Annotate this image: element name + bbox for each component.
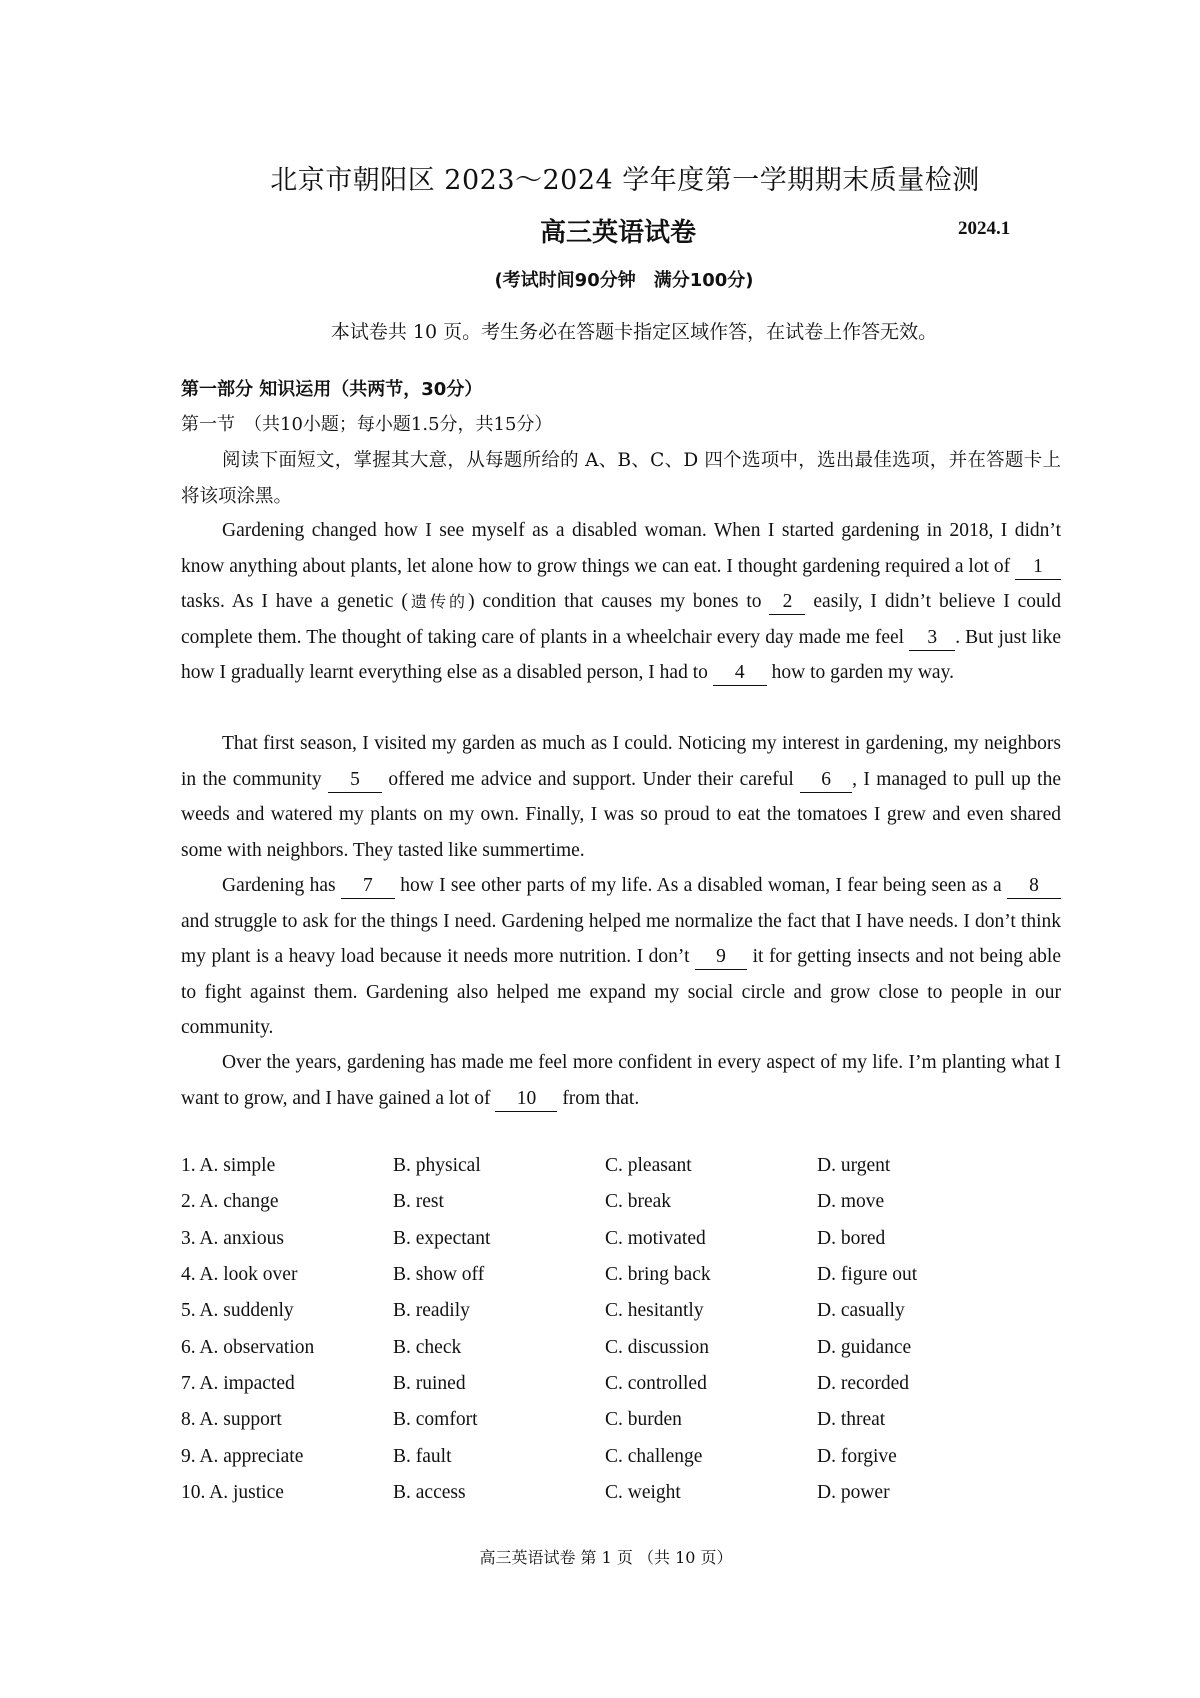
option-choice: B. show off — [393, 1264, 485, 1286]
option-row — [181, 1148, 1061, 1184]
passage-text: tasks. As I have a genetic ( — [181, 591, 408, 612]
option-choice: 9. A. appreciate — [181, 1445, 304, 1467]
blank-7: 7 — [341, 874, 395, 899]
option-row — [181, 1184, 1061, 1220]
option-choice: 6. A. observation — [181, 1336, 315, 1358]
blank-2: 2 — [769, 590, 805, 615]
blank-5: 5 — [328, 768, 382, 793]
option-row — [181, 1221, 1061, 1257]
passage-text: , I managed to pull up the weeds and watered my plants on my own. Finally, I was so proud to eat the tomatoes I grew and even shared some with neighbors. They tasted like summertime. — [181, 768, 1062, 861]
blank-3: 3 — [909, 626, 955, 651]
option-choice: D. recorded — [817, 1372, 910, 1394]
option-row — [181, 1293, 1061, 1329]
passage-text: how to garden my way. — [766, 662, 954, 683]
option-choice: C. break — [605, 1191, 672, 1213]
option-choice: C. controlled — [605, 1372, 707, 1394]
instructions — [181, 443, 1061, 514]
option-choice: D. threat — [817, 1409, 886, 1431]
option-choice: C. hesitantly — [605, 1300, 704, 1322]
blank-6: 6 — [800, 768, 852, 793]
option-choice: C. motivated — [605, 1227, 706, 1249]
option-choice: B. readily — [393, 1300, 470, 1322]
option-choice: B. ruined — [393, 1372, 466, 1394]
option-choice: C. challenge — [605, 1445, 703, 1467]
option-choice: C. weight — [605, 1481, 681, 1503]
option-choice: D. move — [817, 1191, 885, 1213]
option-row — [181, 1475, 1061, 1511]
option-choice: 4. A. look over — [181, 1264, 298, 1286]
answer-options — [181, 1148, 1061, 1511]
exam-subtitle: 高三英语试卷 — [539, 218, 696, 248]
page-footer: 高三英语试卷 第 1 页 （共 10 页） — [479, 1548, 733, 1567]
passage-text: from that. — [557, 1087, 640, 1109]
option-choice: D. casually — [817, 1300, 905, 1322]
option-choice: D. forgive — [817, 1445, 897, 1467]
passage-paragraph-2 — [181, 726, 1061, 868]
option-choice: B. rest — [393, 1191, 444, 1213]
option-row — [181, 1366, 1061, 1402]
gloss-note: 遗传的 — [407, 592, 469, 611]
blank-4: 4 — [713, 661, 767, 686]
blank-9: 9 — [695, 945, 747, 970]
exam-time-note: (考试时间90分钟 满分100分) — [494, 270, 754, 291]
option-choice: B. check — [393, 1336, 462, 1358]
option-choice: C. burden — [605, 1409, 682, 1431]
option-choice: C. pleasant — [605, 1155, 692, 1177]
option-choice: 1. A. simple — [181, 1155, 276, 1177]
option-choice: C. discussion — [605, 1336, 710, 1358]
option-choice: D. urgent — [817, 1155, 891, 1177]
instructions-text: 阅读下面短文，掌握其大意，从每题所给的 A、B、C、D 四个选项中，选出最佳选项，并在答题卡上将该项涂黑。 — [181, 450, 1061, 507]
passage-text: it for getting insects and not being able to fight against them. Gardening also helped me expand my social circle and grow close to people in our community. — [181, 946, 1061, 1038]
option-choice: 8. A. support — [181, 1409, 282, 1431]
passage-text: ) condition that causes my bones to — [468, 591, 770, 612]
passage-text: offered me advice and support. Under their careful — [381, 768, 801, 790]
exam-title: 北京市朝阳区 2023～2024 学年度第一学期期末质量检测 — [270, 165, 980, 196]
option-row — [181, 1329, 1061, 1365]
option-choice: 10. A. justice — [181, 1481, 284, 1503]
blank-1: 1 — [1015, 555, 1061, 580]
option-row — [181, 1257, 1061, 1293]
passage-text: easily, I didn’t believe I could complete them. The thought of taking care of plants in a wheelchair every day made me feel — [181, 591, 1061, 648]
option-choice: B. fault — [393, 1445, 452, 1467]
passage-text: and struggle to ask for the things I need. Gardening helped me normalize the fact that I have needs. I don’t think my plant is a heavy load because it needs more nutrition. I don’t — [181, 910, 1061, 967]
option-row — [181, 1438, 1061, 1474]
exam-date: 2024.1 — [958, 218, 1011, 239]
passage-paragraph-3 — [181, 868, 1061, 1046]
passage-text: That first season, I visited my garden as much as I could. Noticing my interest in gardening, my neighbors in the community — [181, 733, 1061, 790]
option-choice: B. expectant — [393, 1227, 491, 1249]
option-choice: 2. A. change — [181, 1191, 279, 1213]
passage-text: Over the years, gardening has made me feel more confident in every aspect of my life. I’m planting what I want to grow, and I have gained a lot of — [181, 1052, 1061, 1109]
passage-text: Gardening has — [222, 875, 341, 896]
blank-10: 10 — [495, 1087, 557, 1112]
option-choice: C. bring back — [605, 1264, 711, 1286]
option-row — [181, 1402, 1061, 1438]
part-title: 第一部分 知识运用（共两节，30分） — [181, 379, 483, 400]
option-choice: B. physical — [393, 1155, 481, 1177]
passage-text: . But just like how I gradually learnt everything else as a disabled person, I had to — [181, 626, 1061, 683]
section-title: 第一节 （共10小题；每小题1.5分，共15分） — [181, 414, 553, 435]
passage-paragraph-4 — [181, 1045, 1061, 1116]
exam-notice: 本试卷共 10 页。考生务必在答题卡指定区域作答，在试卷上作答无效。 — [330, 321, 938, 343]
passage-paragraph-1 — [181, 513, 1061, 691]
option-choice: D. power — [817, 1481, 890, 1503]
option-choice: D. guidance — [817, 1336, 912, 1358]
option-choice: 5. A. suddenly — [181, 1300, 294, 1322]
option-choice: 7. A. impacted — [181, 1372, 295, 1394]
option-choice: D. bored — [817, 1227, 886, 1249]
option-choice: 3. A. anxious — [181, 1227, 284, 1249]
passage-text: Gardening changed how I see myself as a disabled woman. When I started gardening in 2018, I didn’t know anything about plants, let alone how to grow things we can eat. I thought gardening required a lot of — [181, 520, 1061, 577]
option-choice: B. comfort — [393, 1409, 478, 1431]
blank-8: 8 — [1007, 874, 1061, 899]
option-choice: B. access — [393, 1481, 466, 1503]
passage-text: how I see other parts of my life. As a disabled woman, I fear being seen as a — [394, 875, 1007, 896]
option-choice: D. figure out — [817, 1264, 918, 1286]
